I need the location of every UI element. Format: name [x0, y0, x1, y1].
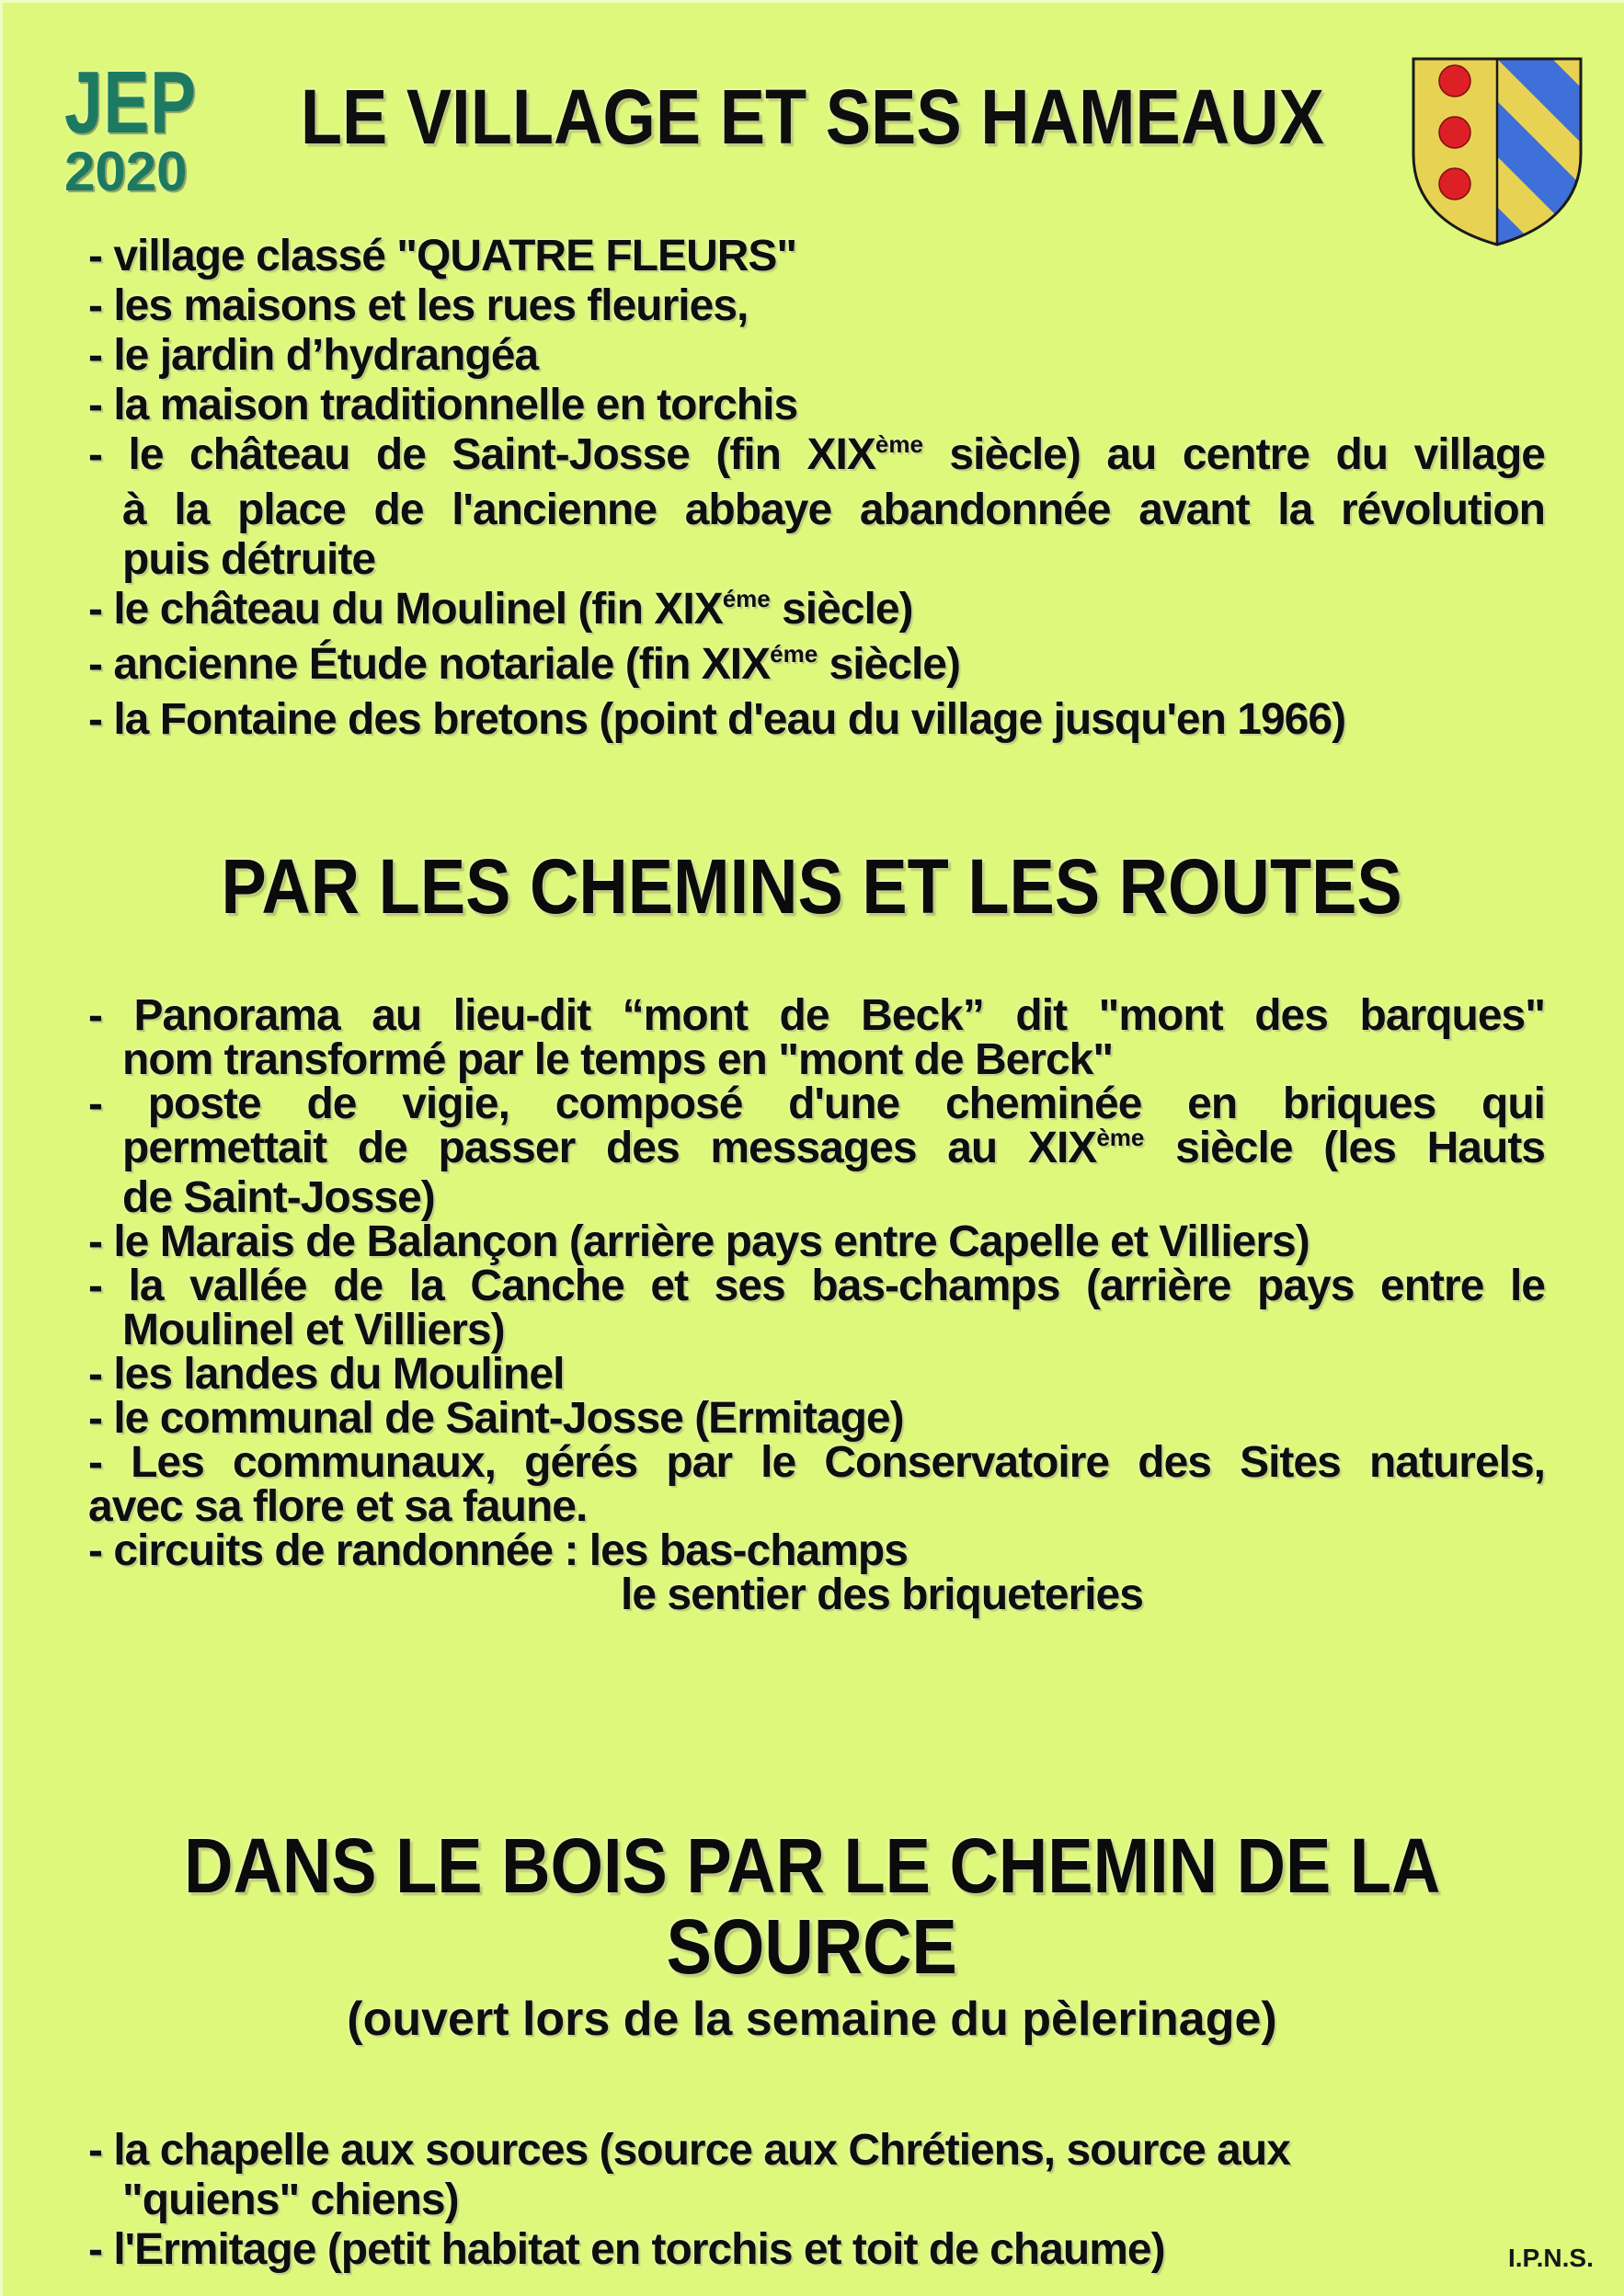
bois-source-list [88, 2126, 1545, 2275]
list-line: puis détruite [122, 535, 376, 584]
list-line: - la vallée de la Canche et ses bas-champs (arrière pays entre le [88, 1262, 1545, 1310]
superscript-ordinal: éme [722, 585, 771, 612]
list-line: - circuits de randonnée : les bas-champs [88, 1526, 908, 1575]
list-line: - le communal de Saint-Josse (Ermitage) [88, 1394, 904, 1443]
page-title-text: LE VILLAGE ET SES HAMEAUX [300, 74, 1324, 160]
list-line: - le Marais de Balançon (arrière pays entre Capelle et Villiers) [88, 1217, 1309, 1266]
jep-logo-year: 2020 [64, 141, 188, 202]
section-heading-bois-source-line1-text: DANS LE BOIS PAR LE CHEMIN DE LA [183, 1822, 1441, 1909]
list-line: - Les communaux, gérés par le Conservatoire des Sites naturels, [88, 1438, 1545, 1487]
list-line: - le château de Saint-Josse (fin XIXème siècle) au centre du village [88, 430, 1545, 479]
shield-roundel-3 [1439, 168, 1470, 200]
jep-logo-text: JEP [64, 53, 197, 152]
list-line: permettait de passer des messages au XIXème siècle (les Hauts [122, 1124, 1546, 1172]
section-heading-bois-source-line2-text: SOURCE [666, 1903, 958, 1990]
list-line: - les maisons et les rues fleuries, [88, 281, 749, 330]
section-heading-bois-source-line1 [0, 1822, 1624, 1909]
section-heading-bois-source [0, 1822, 1624, 1990]
footer-credit: I.P.N.S. [1508, 2244, 1594, 2272]
list-line: - le jardin d’hydrangéa [88, 331, 539, 380]
list-line: - Panorama au lieu-dit “mont de Beck” dit "mont des barques" [88, 991, 1545, 1040]
section-subheading-pelerinage: (ouvert lors de la semaine du pèlerinage) [347, 1993, 1277, 2046]
list-line: - la maison traditionnelle en torchis [88, 381, 798, 429]
section-heading-chemins-routes [0, 843, 1624, 930]
list-line: avec sa flore et sa faune. [88, 1482, 588, 1531]
list-line: "quiens" chiens) [122, 2176, 459, 2224]
village-hamlets-list [88, 232, 1545, 745]
superscript-ordinal: ème [1096, 1124, 1145, 1151]
list-line: le sentier des briqueteries [621, 1571, 1143, 1619]
list-line: - la chapelle aux sources (source aux Chrétiens, source aux [88, 2126, 1290, 2175]
section-heading-chemins-routes-text: PAR LES CHEMINS ET LES ROUTES [221, 843, 1403, 930]
superscript-ordinal: éme [770, 640, 818, 668]
superscript-ordinal: ème [875, 430, 923, 458]
list-line: - la Fontaine des bretons (point d'eau du village jusqu'en 1966) [88, 695, 1346, 744]
list-line: - village classé "QUATRE FLEURS" [88, 232, 797, 280]
list-line: - le château du Moulinel (fin $XIX^{éme}$ siècle) [88, 585, 913, 634]
shield-roundel-1 [1439, 65, 1470, 97]
shield-roundel-2 [1439, 117, 1470, 148]
list-line: - l'Ermitage (petit habitat en torchis et toit de chaume) [88, 2225, 1165, 2274]
list-line: de Saint-Josse) [122, 1173, 435, 1222]
coat-of-arms-shield-icon [1410, 55, 1584, 248]
list-line: Moulinel et Villiers) [122, 1306, 505, 1354]
list-line: - ancienne Étude notariale (fin $XIX^{éme}$ siècle) [88, 640, 960, 689]
list-line: - poste de vigie, composé d'une cheminée en briques qui [88, 1079, 1545, 1128]
page-title [0, 75, 1624, 158]
list-line: à la place de l'ancienne abbaye abandonnée avant la révolution [122, 485, 1545, 534]
chemins-routes-list [88, 991, 1546, 1619]
section-heading-bois-source-line2 [0, 1903, 1624, 1990]
list-line: nom transformé par le temps en "mont de Berck" [122, 1035, 1114, 1084]
list-line: - les landes du Moulinel [88, 1350, 565, 1399]
